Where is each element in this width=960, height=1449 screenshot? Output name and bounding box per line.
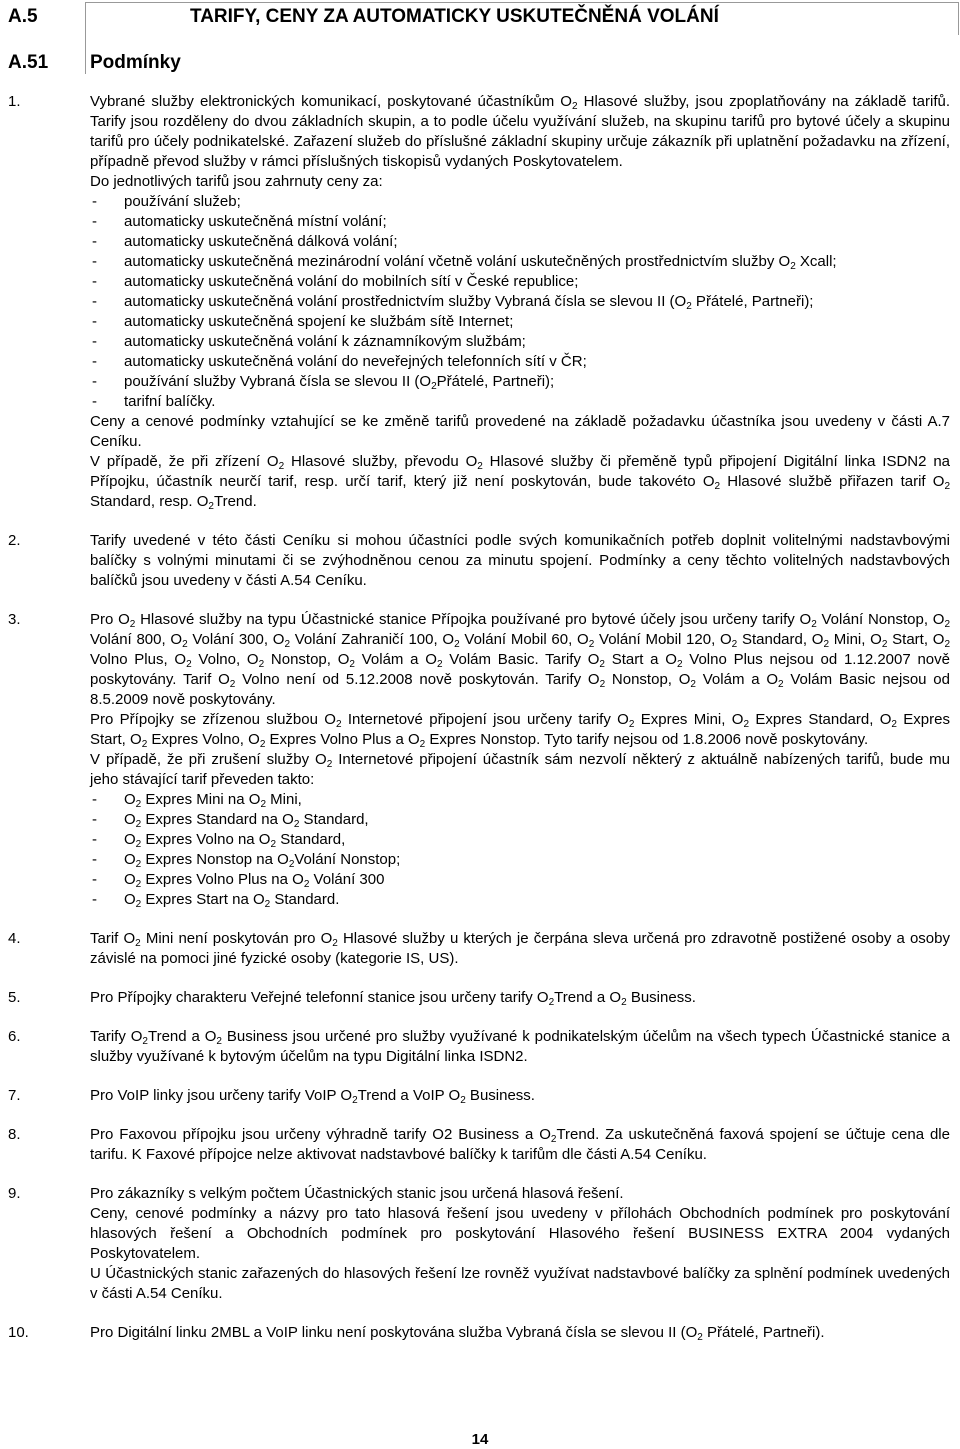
header-divider — [85, 2, 86, 74]
list-item: - automaticky uskutečněná dálková volání; — [90, 232, 950, 252]
clause-5 — [8, 988, 950, 1008]
paragraph: Ceny, cenové podmínky a názvy pro tato hlasová řešení jsou uvedeny v přílohách Obchodních podmínek pro poskytování hlasových řešení a Obchodních podmínek pro poskytování Hlasového řešení BUSINESS EXTRA 2004 vydaných Poskytovatelem. — [90, 1205, 950, 1262]
clause-number: 2. — [8, 532, 21, 549]
paragraph: Pro VoIP linky jsou určeny tarify VoIP $O_2Trend$ a VoIP $O_2$ Business. — [90, 1087, 535, 1106]
list-item: - $O_2$ Expres Mini na $O_2$ Mini, — [90, 790, 950, 810]
paragraph: V případě, že při zřízení $O_2$ Hlasové služby, převodu $O_2$ Hlasové služby či přeměně typů připojení Digitální linka ISDN2 na Přípojku, účastník neurčí tarif, resp. určí tarif, který již není poskytován, bude takovéto $O_2$ Hlasové službě přiřazen tarif $O_2$ Standard, resp. $O_2Trend$. — [90, 453, 951, 512]
clause-8 — [8, 1125, 950, 1165]
paragraph: Tarify uvedené v této části Ceníku si mohou účastníci podle svých komunikačních potřeb doplnit volitelnými nadstavbovými balíčky s volnými minutami či se zvýhodněnou cenou za minutu spojení. Podmínky a ceny těchto volitelných nadstavbových balíčků jsou uvedeny v části A.54 Ceníku. — [90, 532, 950, 589]
paragraph: Ceny a cenové podmínky vztahující se ke změně tarifů provedené na základě požadavku účastníka jsou uvedeny v části A.7 Ceníku. — [90, 413, 950, 450]
clause-7 — [8, 1086, 950, 1106]
paragraph: Do jednotlivých tarifů jsou zahrnuty ceny za: — [90, 173, 383, 190]
list-item: - automaticky uskutečněná místní volání; — [90, 212, 950, 232]
clause-number: 3. — [8, 611, 21, 628]
clause-2 — [8, 531, 950, 591]
clause-6 — [8, 1027, 950, 1067]
subsection-title: Podmínky — [90, 52, 181, 73]
paragraph: Pro zákazníky s velkým počtem Účastnických stanic jsou určená hlasová řešení. — [90, 1185, 624, 1202]
paragraph: Pro Přípojky charakteru Veřejné telefonní stanice jsou určeny tarify $O_2Trend$ a $O_2$ Business. — [90, 989, 696, 1008]
list-item: - automaticky uskutečněná volání k záznamníkovým službám; — [90, 332, 950, 352]
list-item: - $O_2$ Expres Standard na $O_2$ Standard, — [90, 810, 950, 830]
list-item: - automaticky uskutečněná mezinárodní volání včetně volání uskutečněných prostřednictvím služby $O_2$ Xcall; — [90, 252, 950, 272]
paragraph: Vybrané služby elektronických komunikací, poskytované účastníkům $O_2$ Hlasové služby, jsou zpoplatňovány na základě tarifů. Tarify jsou rozděleny do dvou základních skupin, a to podle účelu využívání služeb, na skupinu tarifů pro bytové účely a skupinu tarifů pro účely podnikatelské. Zařazení služeb do příslušné základní skupiny určuje zákazník při uplatnění požadavku na zřízení, případně převod služby v rámci příslušných tiskopisů vydaných Poskytovatelem. — [90, 93, 951, 170]
section-title: TARIFY, CENY ZA AUTOMATICKY USKUTEČNĚNÁ VOLÁNÍ — [190, 6, 719, 27]
list-item: - $O_2$ Expres Nonstop na $O_2Volání$ Nonstop; — [90, 850, 950, 870]
list-item: - automaticky uskutečněná volání do mobilních sítí v České republice; — [90, 272, 950, 292]
section-number: A.5 — [8, 6, 38, 27]
clause-1 — [8, 92, 950, 512]
paragraph: V případě, že při zrušení služby $O_2$ Internetové připojení účastník sám nezvolí některý z aktuálně nabízených tarifů, bude mu jeho stávající tarif převeden takto: — [90, 751, 951, 788]
paragraph: Pro Faxovou přípojku jsou určeny výhradně tarify O2 Business a $O_2Trend$. Za uskutečněná faxová spojení se účtuje cena dle tarifu. K Faxové přípojce nelze aktivovat nadstavbové balíčky k tarifům dle části A.54 Ceníku. — [90, 1126, 950, 1163]
paragraph: Pro Přípojky se zřízenou službou $O_2$ Internetové připojení jsou určeny tarify $O_2$ Expres Mini, $O_2$ Expres Standard, $O_2$ Expres Start, $O_2$ Expres Volno, $O_2$ Expres Volno Plus a $O_2$ Expres Nonstop. Tyto tarify nejsou od 1.8.2006 nově poskytovány. — [90, 711, 950, 750]
list-item: - automaticky uskutečněná spojení ke službám sítě Internet; — [90, 312, 950, 332]
list-item: - automaticky uskutečněná volání do neveřejných telefonních sítí v ČR; — [90, 352, 950, 372]
clause-10 — [8, 1323, 950, 1343]
subsection-number: A.51 — [8, 52, 49, 73]
list-item: - automaticky uskutečněná volání prostřednictvím služby Vybraná čísla se slevou II ($O_2$ Přátelé, Partneři); — [90, 292, 950, 312]
list-item: - $O_2$ Expres Volno Plus na $O_2$ Volání 300 — [90, 870, 950, 890]
clause-number: 4. — [8, 930, 21, 947]
clause-number: 10. — [8, 1324, 29, 1341]
paragraph: Pro $O_2$ Hlasové služby na typu Účastnické stanice Přípojka používané pro bytové účely jsou určeny tarify $O_2$ Volání Nonstop, $O_2$ Volání 800, $O_2$ Volání 300, $O_2$ Volání Zahraničí 100, $O_2$ Volání Mobil 60, $O_2$ Volání Mobil 120, $O_2$ Standard, $O_2$ Mini, $O_2$ Start, $O_2$ Volno Plus, $O_2$ Volno, $O_2$ Nonstop, $O_2$ Volám a $O_2$ Volám Basic. Tarify $O_2$ Start a $O_2$ Volno Plus nejsou od 1.12.2007 nově poskytovány. Tarif $O_2$ Volno není od 5.12.2008 nově poskytován. Tarify $O_2$ Nonstop, $O_2$ Volám a $O_2$ Volám Basic nejsou od 8.5.2009 nově poskytovány. — [90, 611, 950, 708]
clause-4 — [8, 929, 950, 969]
list-item: - používání služeb; — [90, 192, 950, 212]
page-number: 14 — [471, 1431, 489, 1448]
document-body — [8, 92, 950, 1362]
clause-number: 8. — [8, 1126, 21, 1143]
list-item: - používání služby Vybraná čísla se slevou II ($O_2Přátelé$, Partneři); — [90, 372, 950, 392]
clause-9 — [8, 1184, 950, 1304]
clause-3 — [8, 610, 950, 910]
clause-number: 9. — [8, 1185, 21, 1202]
list-item: - $O_2$ Expres Volno na $O_2$ Standard, — [90, 830, 950, 850]
clause-number: 5. — [8, 989, 21, 1006]
paragraph: Tarify $O_2Trend$ a $O_2$ Business jsou určené pro služby využívané k podnikatelským účelům na všech typech Účastnické stanice a služby využívané k bytovým účelům na typu Digitální linka ISDN2. — [90, 1028, 950, 1065]
list-item: - $O_2$ Expres Start na $O_2$ Standard. — [90, 890, 950, 910]
clause-number: 7. — [8, 1087, 21, 1104]
clause-number: 6. — [8, 1028, 21, 1045]
list-item: - tarifní balíčky. — [90, 392, 950, 412]
paragraph: Tarif $O_2$ Mini není poskytován pro $O_2$ Hlasové služby u kterých je čerpána sleva určená pro zdravotně postižené osoby a osoby závislé na pomoci jiné fyzické osoby (kategorie IS, US). — [90, 930, 950, 967]
paragraph: U Účastnických stanic zařazených do hlasových řešení lze rovněž využívat nadstavbové balíčky za splnění podmínek uvedených v části A.54 Ceníku. — [90, 1265, 950, 1302]
paragraph: Pro Digitální linku 2MBL a VoIP linku není poskytována služba Vybraná čísla se slevou II ($O_2$ Přátelé, Partneři). — [90, 1324, 825, 1343]
clause-number: 1. — [8, 93, 21, 110]
